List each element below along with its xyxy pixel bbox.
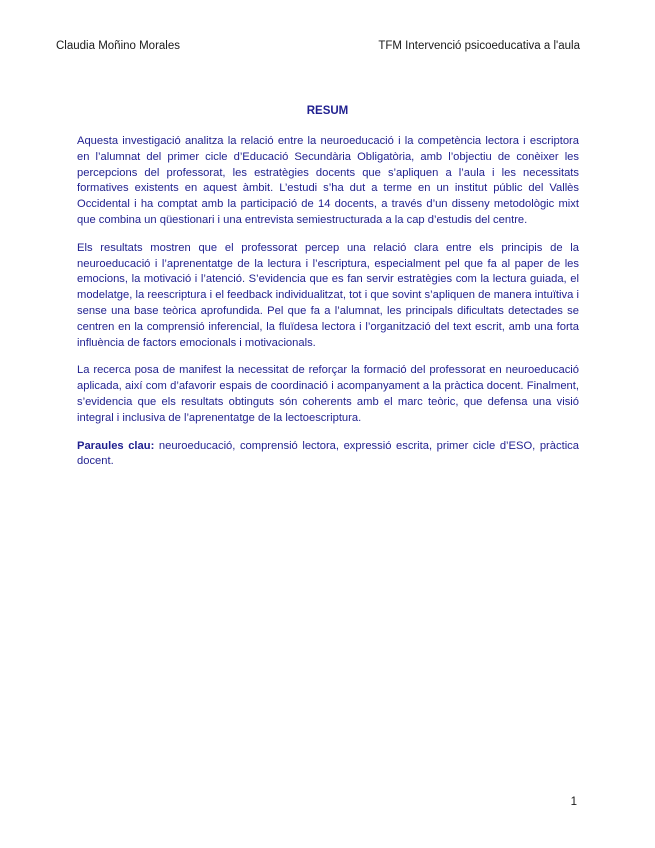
abstract-paragraph-3: La recerca posa de manifest la necessitat de reforçar la formació del professorat en neuroeducació aplicada, així com d’afavorir espais de coordinació i acompanyament a la pràctica docent. Finalment, s’evidencia que els resultats obtinguts són coherents amb el marc teòric, que defensa una visió integral i inclusiva de l’aprenentatge de la lectoescriptura.: [77, 364, 579, 424]
abstract-paragraph-1: Aquesta investigació analitza la relació entre la neuroeducació i la competència lectora i escriptora en l’alumnat del primer cicle d’Educació Secundària Obligatòria, amb l’objectiu de conèixer les percepcions del professorat, les estratègies docents que s’apliquen a l’aula i les necessitats formatives existents en aquest àmbit. L’estudi s’ha dut a terme en un institut públic del Vallès Occidental i ha comptat amb la participació de 14 docents, a través d’un disseny metodològic mixt que combina un qüestionari i una entrevista semiestructurada a la cap d’estudis del centre.: [77, 135, 579, 226]
abstract-paragraph-2: Els resultats mostren que el professorat percep una relació clara entre els principis de la neuroeducació i l’aprenentatge de la lectura i l’escriptura, especialment pel que fa al paper de les emocions, la motivació i l’atenció. S’evidencia que es fan servir estratègies com la lectura guiada, el modelatge, la reescriptura i el feedback individualitzat, tot i que sovint s’apliquen de manera intuïtiva i sense una base teòrica aprofundida. Pel que fa a l’alumnat, les principals dificultats detectades se centren en la comprensió inferencial, la fluïdesa lectora i l’organització del text escrit, amb una forta influència de factors emocionals i motivacionals.: [77, 241, 579, 349]
keywords-text: neuroeducació, comprensió lectora, expressió escrita, primer cicle d’ESO, pràctica docent.: [77, 439, 579, 468]
keywords-paragraph: [77, 439, 579, 471]
header-document-title: TFM Intervenció psicoeducativa a l'aula: [378, 40, 580, 52]
page-number: 1: [570, 796, 577, 808]
section-title: RESUM: [306, 105, 349, 117]
header-author: Claudia Moñino Morales: [56, 40, 181, 52]
keywords-label: Paraules clau:: [77, 439, 155, 452]
abstract-body: [77, 134, 579, 482]
